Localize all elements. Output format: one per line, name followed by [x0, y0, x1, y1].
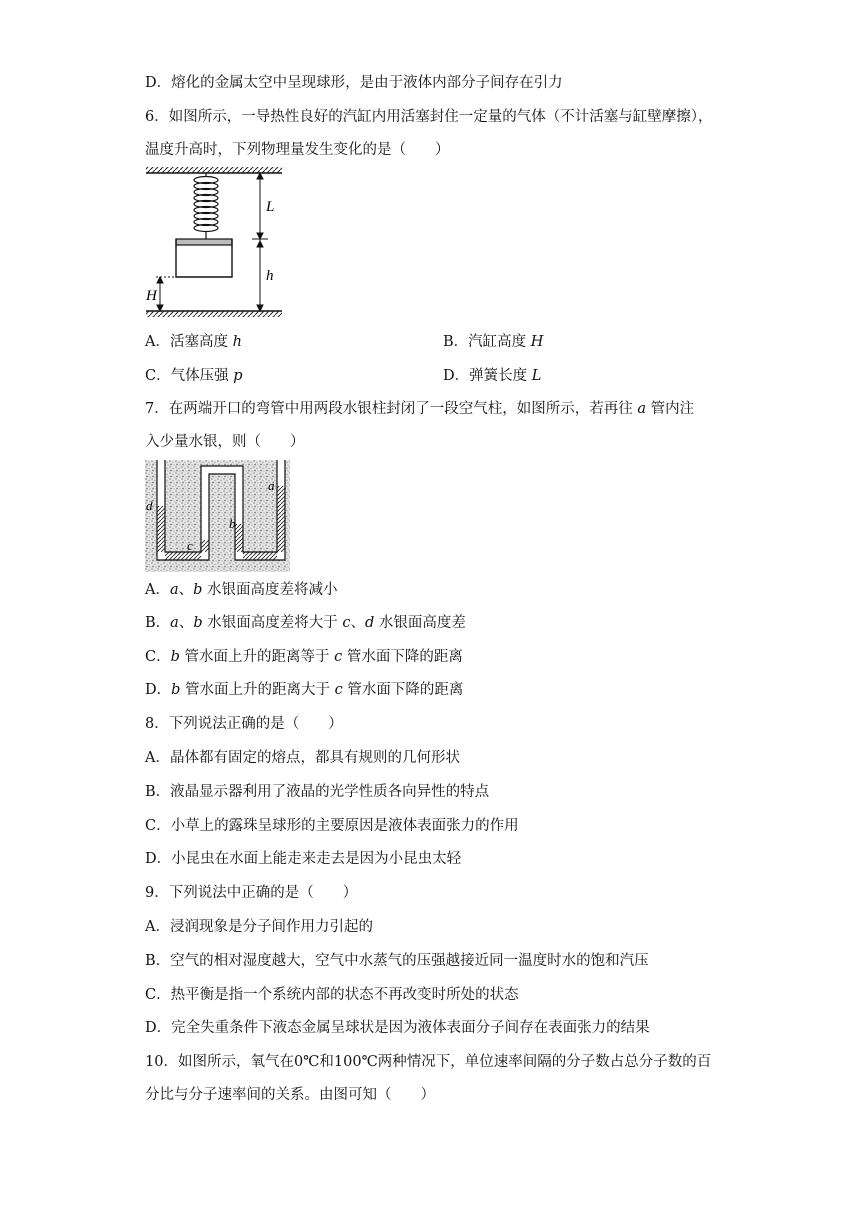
q9-option-b: B．空气的相对湿度越大，空气中水蒸气的压强越接近同一温度时水的饱和汽压 — [145, 953, 649, 969]
q6-cylinder-spring-figure — [140, 165, 290, 325]
q7-option-c: C．b 管水面上升的距离等于 c 管水面下降的距离 — [145, 649, 463, 665]
q8-option-a: A．晶体都有固定的熔点，都具有规则的几何形状 — [145, 750, 460, 766]
q6-stem-line1: 6．如图所示，一导热性良好的汽缸内用活塞封住一定量的气体（不计活塞与缸壁摩擦）， — [145, 109, 713, 125]
label-c: c — [187, 538, 193, 553]
q9-option-d: D．完全失重条件下液态金属呈球状是因为液体表面分子间存在表面张力的结果 — [145, 1020, 650, 1036]
mercury-bottom-right — [243, 552, 277, 560]
dimension-H — [156, 277, 176, 311]
floor-hatch — [146, 311, 282, 317]
q8-option-c: C．小草上的露珠呈球形的主要原因是液体表面张力的作用 — [145, 818, 519, 834]
label-L: L — [266, 199, 275, 215]
label-a: a — [268, 478, 275, 493]
mercury-a — [277, 486, 285, 552]
q9-option-c: C．热平衡是指一个系统内部的状态不再改变时所处的状态 — [145, 987, 519, 1003]
q10-stem-line2: 分比与分子速率间的关系。由图可知（ ） — [145, 1087, 435, 1103]
q7-option-a: A．a、b 水银面高度差将减小 — [145, 582, 338, 598]
dimension-h — [257, 239, 263, 311]
q6-stem-line2: 温度升高时，下列物理量发生变化的是（ ） — [145, 142, 450, 158]
spring — [194, 173, 218, 239]
q6-option-d: D．弹簧长度 L — [443, 368, 542, 384]
q6-option-b: B．汽缸高度 H — [443, 334, 544, 350]
q7-option-d: D．b 管水面上升的距离大于 c 管水面下降的距离 — [145, 682, 464, 698]
q5-option-d: D．熔化的金属太空中呈现球形，是由于液体内部分子间存在引力 — [145, 75, 563, 91]
q9-option-a: A．浸润现象是分子间作用力引起的 — [145, 919, 373, 935]
q8-option-b: B．液晶显示器利用了液晶的光学性质各向异性的特点 — [145, 784, 490, 800]
q6-option-c: C．气体压强 p — [145, 368, 243, 384]
q10-stem-line1: 10．如图所示，氧气在0℃和100℃两种情况下，单位速率间隔的分子数占总分子数的百 — [145, 1054, 712, 1070]
ceiling-hatch — [146, 167, 282, 173]
mercury-b — [235, 524, 243, 552]
piston — [176, 239, 232, 245]
label-h: h — [266, 268, 274, 284]
mercury-c — [201, 540, 209, 552]
label-H: H — [146, 288, 157, 304]
q9-stem: 9．下列说法中正确的是（ ） — [145, 885, 358, 901]
q6-option-a: A．活塞高度 h — [145, 334, 242, 350]
label-d: d — [146, 498, 153, 513]
q8-stem: 8．下列说法正确的是（ ） — [145, 716, 343, 732]
q7-stem-line2: 入少量水银，则（ ） — [145, 434, 305, 450]
label-b: b — [229, 516, 236, 531]
q7-option-b: B．a、b 水银面高度差将大于 c、d 水银面高度差 — [145, 615, 466, 631]
mercury-bottom-left — [165, 552, 201, 560]
mercury-left-d — [157, 506, 165, 552]
q7-stem-line1: 7．在两端开口的弯管中用两段水银柱封闭了一段空气柱，如图所示，若再往 a 管内注 — [145, 401, 695, 417]
q8-option-d: D．小昆虫在水面上能走来走去是因为小昆虫太轻 — [145, 851, 462, 867]
q7-u-tube-figure — [145, 460, 290, 572]
